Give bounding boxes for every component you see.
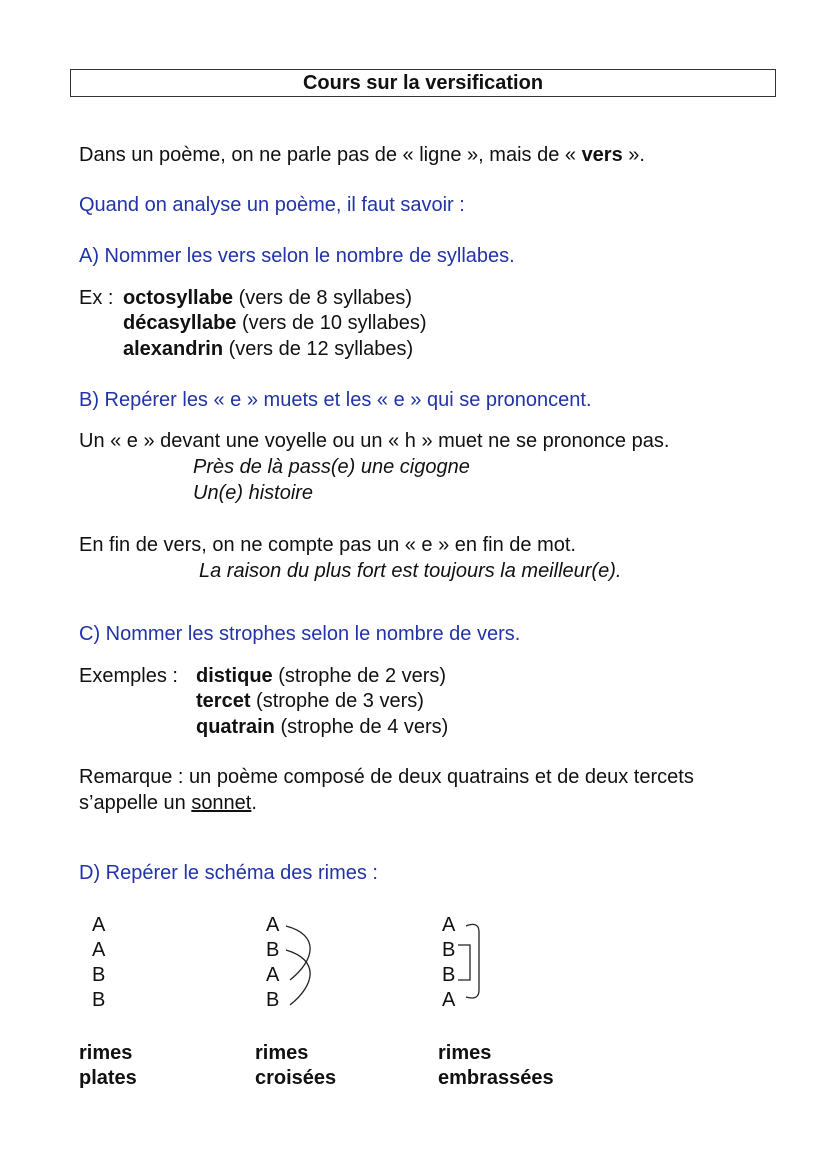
embrace-bracket-inner — [458, 945, 470, 980]
scheme-label: rimes — [255, 1042, 309, 1064]
term: alexandrin — [123, 338, 224, 360]
term: quatrain — [196, 716, 275, 738]
scheme-label: embrassées — [438, 1067, 554, 1089]
term: tercet — [196, 690, 251, 712]
remark-text: s’appelle un — [79, 792, 192, 814]
section-c-heading: C) Nommer les strophes selon le nombre de vers. — [79, 623, 521, 645]
desc: (vers de 10 syllabes) — [236, 312, 427, 334]
section-d-heading: D) Repérer le schéma des rimes : — [79, 862, 378, 884]
example-text: Un(e) histoire — [193, 482, 314, 504]
section-a-prefix: Ex : — [79, 287, 114, 309]
embrace-bracket-outer — [466, 924, 479, 998]
term: décasyllabe — [123, 312, 237, 334]
desc: (strophe de 4 vers) — [274, 716, 449, 738]
intro-bold: vers — [581, 144, 623, 166]
rhyme-letter: B — [92, 964, 106, 986]
scheme-label: rimes — [79, 1042, 133, 1064]
rule-1: Un « e » devant une voyelle ou un « h » muet ne se prononce pas. — [79, 430, 670, 452]
cross-arc-a — [286, 926, 310, 980]
remark-end: . — [251, 792, 257, 814]
rhyme-letter: B — [266, 939, 280, 961]
scheme-label: rimes — [438, 1042, 492, 1064]
desc: (vers de 8 syllabes) — [233, 287, 413, 309]
desc: (vers de 12 syllabes) — [223, 338, 414, 360]
rhyme-letter: B — [442, 939, 456, 961]
rhyme-letter: B — [92, 989, 106, 1011]
rhyme-letter: A — [92, 939, 106, 961]
term: distique — [196, 665, 273, 687]
rhyme-letter: A — [442, 914, 456, 936]
lead-text: Quand on analyse un poème, il faut savoir : — [79, 194, 465, 216]
scheme-label: plates — [79, 1067, 137, 1089]
cross-arc-b — [286, 950, 310, 1005]
rule-2: En fin de vers, on ne compte pas un « e » en fin de mot. — [79, 534, 576, 556]
rhyme-letter: B — [442, 964, 456, 986]
example-text: Près de là pass(e) une cigogne — [193, 456, 470, 478]
desc: (strophe de 2 vers) — [272, 665, 447, 687]
rhyme-letter: A — [442, 989, 456, 1011]
example-text: La raison du plus fort est toujours la meilleur(e). — [199, 560, 622, 582]
rhyme-letter: B — [266, 989, 280, 1011]
section-a-heading: A) Nommer les vers selon le nombre de syllabes. — [79, 245, 515, 267]
rhyme-letter: A — [266, 914, 280, 936]
intro-end: ». — [622, 144, 645, 166]
section-c-prefix: Exemples : — [79, 665, 178, 687]
section-b-heading: B) Repérer les « e » muets et les « e » qui se prononcent. — [79, 389, 592, 411]
rhyme-letter: A — [92, 914, 106, 936]
term: octosyllabe — [123, 287, 234, 309]
rhyme-letter: A — [266, 964, 280, 986]
page-title: Cours sur la versification — [70, 69, 776, 97]
desc: (strophe de 3 vers) — [250, 690, 424, 712]
remark-line-1: Remarque : un poème composé de deux quatrains et de deux tercets — [79, 766, 694, 788]
sonnet-term: sonnet — [191, 792, 252, 814]
scheme-label: croisées — [255, 1067, 337, 1089]
intro-part: Dans un poème, on ne parle pas de « ligne », mais de « — [79, 144, 582, 166]
